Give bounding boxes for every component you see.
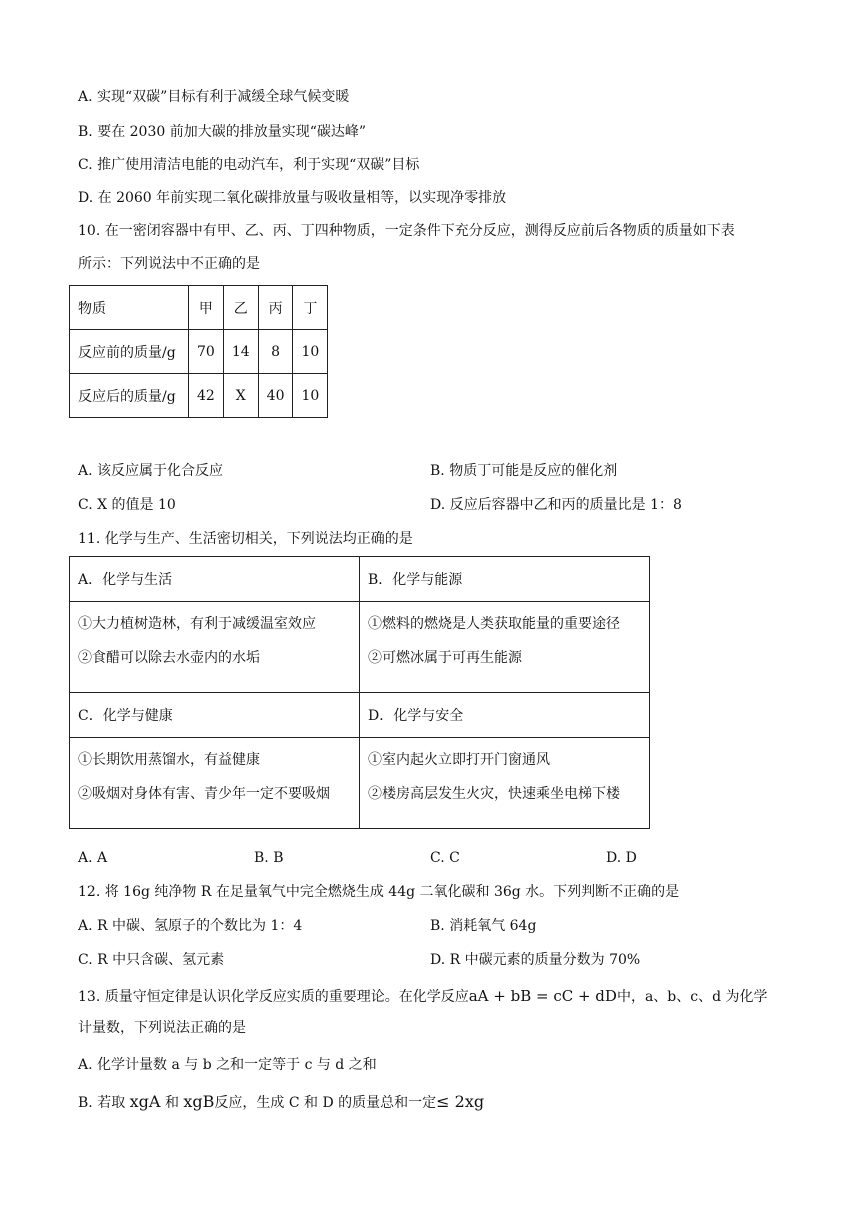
q13-option-a: A. 化学计量数 a 与 b 之和一定等于 c 与 d 之和: [78, 1057, 377, 1073]
q9-option-d: D. 在 2060 年前实现二氧化碳排放量与吸收量相等，以实现净零排放: [78, 190, 507, 206]
q10-stem-line1: 10. 在一密闭容器中有甲、乙、丙、丁四种物质，一定条件下充分反应，测得反应前后各物质的质量如下表: [78, 223, 735, 239]
q13-option-b-mid1: 和: [164, 1095, 179, 1111]
table-cell: 8: [258, 330, 293, 374]
q11-option-c: C. C: [430, 850, 460, 866]
q11-b-item-1: ①燃料的燃烧是人类获取能量的重要途径: [368, 616, 620, 632]
table-row: [70, 693, 650, 738]
q10-table-header: [70, 286, 328, 330]
q10-stem-line2: 所示：下列说法中不正确的是: [78, 256, 260, 272]
q12-option-d: D. R 中碳元素的质量分数为 70%: [430, 952, 641, 968]
q10-option-d: D. 反应后容器中乙和丙的质量比是 1：8: [430, 497, 682, 513]
q11-a-item-2: ②食醋可以除去水壶内的水垢: [78, 650, 260, 666]
q13-option-b-mid2: 反应，生成 C 和 D 的质量总和一定: [214, 1095, 437, 1111]
q11-cell-b-title: B．化学与能源: [360, 557, 650, 602]
q9-option-c: C. 推广使用清洁电能的电动汽车，利于实现“双碳”目标: [78, 157, 420, 173]
q11-d-item-1: ①室内起火立即打开门窗通风: [368, 752, 550, 768]
q10-row-label: 反应前的质量/g: [70, 330, 189, 374]
q10-row-label: 反应后的质量/g: [70, 374, 189, 418]
q11-cell-a-title: A．化学与生活: [70, 557, 360, 602]
table-cell: X: [223, 374, 258, 418]
q10-option-b: B. 物质丁可能是反应的催化剂: [430, 463, 618, 479]
q11-cell-a-body: [70, 602, 360, 693]
q10-table: [69, 285, 328, 418]
table-cell: 10: [293, 330, 328, 374]
q13-stem-line2: 计量数，下列说法正确的是: [78, 1020, 246, 1036]
table-row: [70, 738, 650, 829]
q13-stem-line1: [78, 986, 768, 1007]
table-row: [70, 374, 328, 418]
table-row: [70, 602, 650, 693]
table-cell: 42: [189, 374, 224, 418]
q11-b-item-2: ②可燃冰属于可再生能源: [368, 650, 522, 666]
table-cell: 70: [189, 330, 224, 374]
q10-header-ding: 丁: [293, 286, 328, 330]
q13-option-b-xgB: xgB: [183, 1092, 215, 1111]
q11-cell-b-body: [360, 602, 650, 693]
q10-option-a: A. 该反应属于化合反应: [78, 463, 224, 479]
q11-a-item-1: ①大力植树造林，有利于减缓温室效应: [78, 616, 316, 632]
q9-option-a: A. 实现“双碳”目标有利于减缓全球气候变暖: [78, 89, 350, 105]
q12-option-a: A. R 中碳、氢原子的个数比为 1：4: [78, 918, 303, 934]
q11-cell-d-title: D．化学与安全: [360, 693, 650, 738]
q12-option-b: B. 消耗氧气 64g: [430, 918, 537, 934]
q13-option-b-bound: ≤ 2xg: [436, 1092, 485, 1111]
q10-header-substance: 物质: [70, 286, 189, 330]
table-row: [70, 557, 650, 602]
table-cell: 40: [258, 374, 293, 418]
table-cell: 10: [293, 374, 328, 418]
q11-d-item-2: ②楼房高层发生火灾，快速乘坐电梯下楼: [368, 786, 620, 802]
q13-option-b-xgA: xgA: [129, 1092, 161, 1111]
q10-header-jia: 甲: [189, 286, 224, 330]
q13-equation: aA + bB = cC + dD: [468, 987, 617, 1005]
q13-option-b: [78, 1092, 484, 1113]
q11-c-item-2: ②吸烟对身体有害、青少年一定不要吸烟: [78, 786, 330, 802]
q11-cell-c-title: C．化学与健康: [70, 693, 360, 738]
q11-table: [69, 556, 650, 829]
q13-stem-pre: 13. 质量守恒定律是认识化学反应实质的重要理论。在化学反应: [78, 989, 469, 1005]
q11-stem: 11. 化学与生产、生活密切相关，下列说法均正确的是: [78, 531, 413, 547]
q10-header-bing: 丙: [258, 286, 293, 330]
q11-option-a: A. A: [78, 850, 108, 866]
q10-header-yi: 乙: [223, 286, 258, 330]
table-cell: 14: [223, 330, 258, 374]
q11-option-b: B. B: [254, 850, 284, 866]
table-row: [70, 330, 328, 374]
q11-c-item-1: ①长期饮用蒸馏水，有益健康: [78, 752, 260, 768]
q13-stem-post: 中，a、b、c、d 为化学: [616, 989, 768, 1005]
q10-option-c: C. X 的值是 10: [78, 497, 176, 513]
q11-cell-d-body: [360, 738, 650, 829]
q11-cell-c-body: [70, 738, 360, 829]
q13-option-b-pre: B. 若取: [78, 1095, 126, 1111]
q12-stem: 12. 将 16g 纯净物 R 在足量氧气中完全燃烧生成 44g 二氧化碳和 36g 水。下列判断不正确的是: [78, 884, 680, 900]
q12-option-c: C. R 中只含碳、氢元素: [78, 952, 225, 968]
q11-option-d: D. D: [606, 850, 637, 866]
q9-option-b: B. 要在 2030 前加大碳的排放量实现“碳达峰”: [78, 124, 367, 140]
